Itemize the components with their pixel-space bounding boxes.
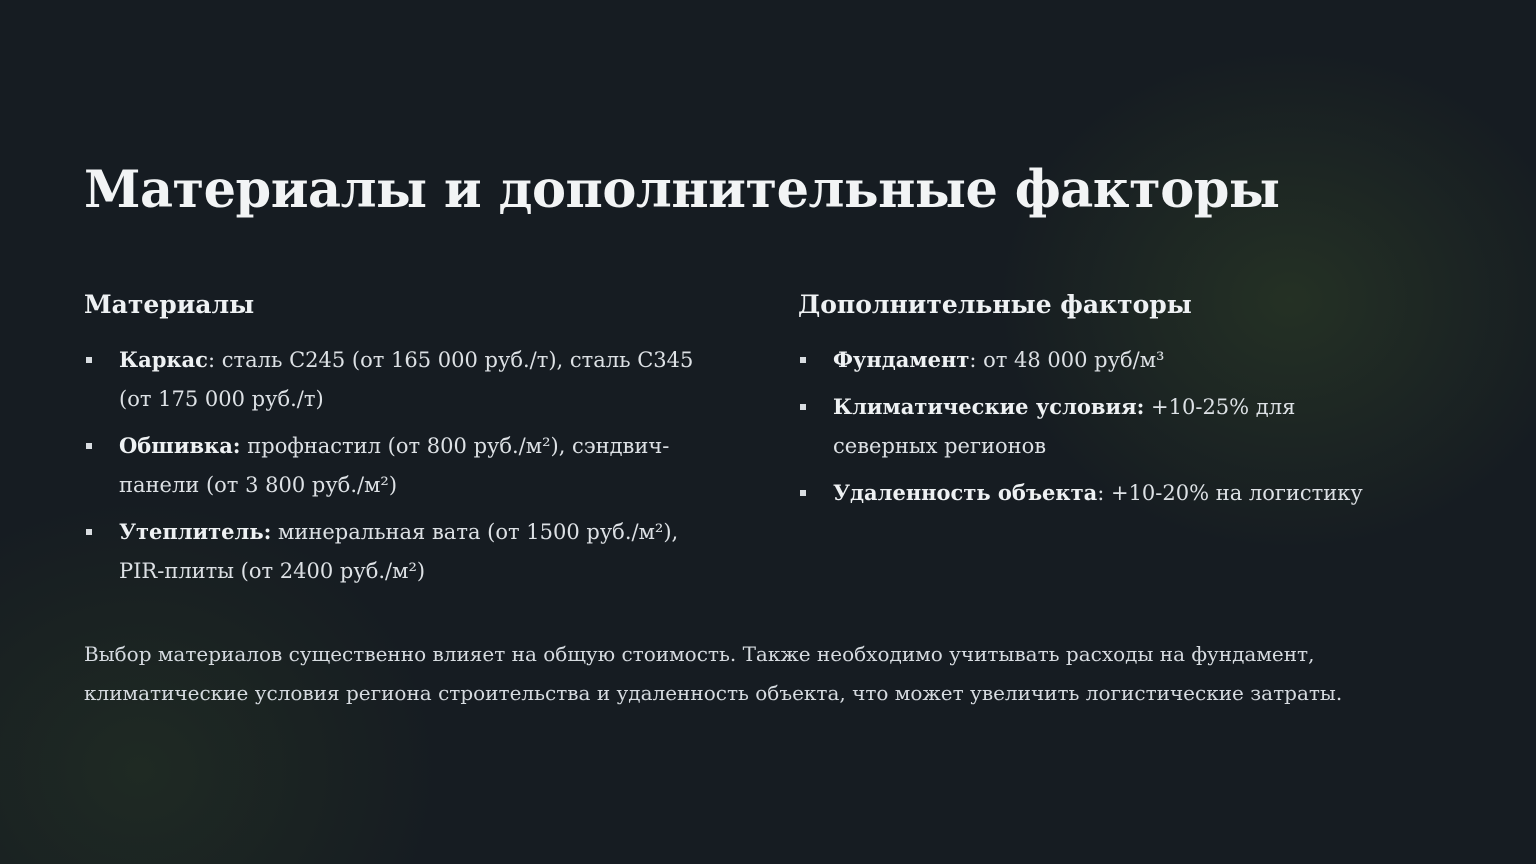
bullet-icon: [800, 404, 806, 410]
slide-title: Материалы и дополнительные факторы: [84, 160, 1280, 220]
factors-item-foundation: [798, 340, 1378, 380]
bullet-icon: [86, 443, 92, 449]
item-label: Климатические условия:: [833, 394, 1145, 419]
item-separator: :: [207, 348, 222, 372]
item-label: Каркас: [119, 347, 208, 372]
factors-section: [798, 290, 1378, 520]
materials-section: [84, 290, 724, 598]
factors-heading: Дополнительные факторы: [798, 290, 1192, 319]
item-separator: :: [969, 348, 984, 372]
item-text: сталь С245 (от 165 000 руб./т), сталь С345 (от 175 000 руб./т): [119, 348, 694, 411]
bullet-icon: [800, 357, 806, 363]
item-separator: :: [1097, 481, 1111, 505]
bullet-icon: [86, 529, 92, 535]
factors-item-climate: [798, 387, 1378, 466]
factors-list: [798, 340, 1378, 513]
factors-item-remoteness: [798, 473, 1378, 513]
materials-item-cladding: [84, 426, 724, 505]
item-text: +10-25% для северных регионов: [833, 395, 1296, 458]
item-label: Обшивка:: [119, 433, 241, 458]
bullet-icon: [86, 357, 92, 363]
summary-text: Выбор материалов существенно влияет на общую стоимость. Также необходимо учитывать расходы на фундамент, климатические условия региона строительства и удаленность объекта, что может увеличить логистические затраты.: [84, 642, 1343, 705]
materials-heading: Материалы: [84, 290, 255, 319]
item-label: Удаленность объекта: [833, 480, 1098, 505]
item-text: от 48 000 руб/м³: [983, 348, 1165, 372]
materials-item-insulation: [84, 512, 724, 591]
item-text: минеральная вата (от 1500 руб./м²), PIR-плиты (от 2400 руб./м²): [119, 520, 679, 583]
item-text: профнастил (от 800 руб./м²), сэндвич-панели (от 3 800 руб./м²): [119, 434, 670, 497]
bullet-icon: [800, 490, 806, 496]
materials-list: [84, 340, 724, 591]
item-label: Утеплитель:: [119, 519, 272, 544]
materials-item-frame: [84, 340, 724, 419]
item-label: Фундамент: [833, 347, 970, 372]
item-text: +10-20% на логистику: [1110, 481, 1363, 505]
